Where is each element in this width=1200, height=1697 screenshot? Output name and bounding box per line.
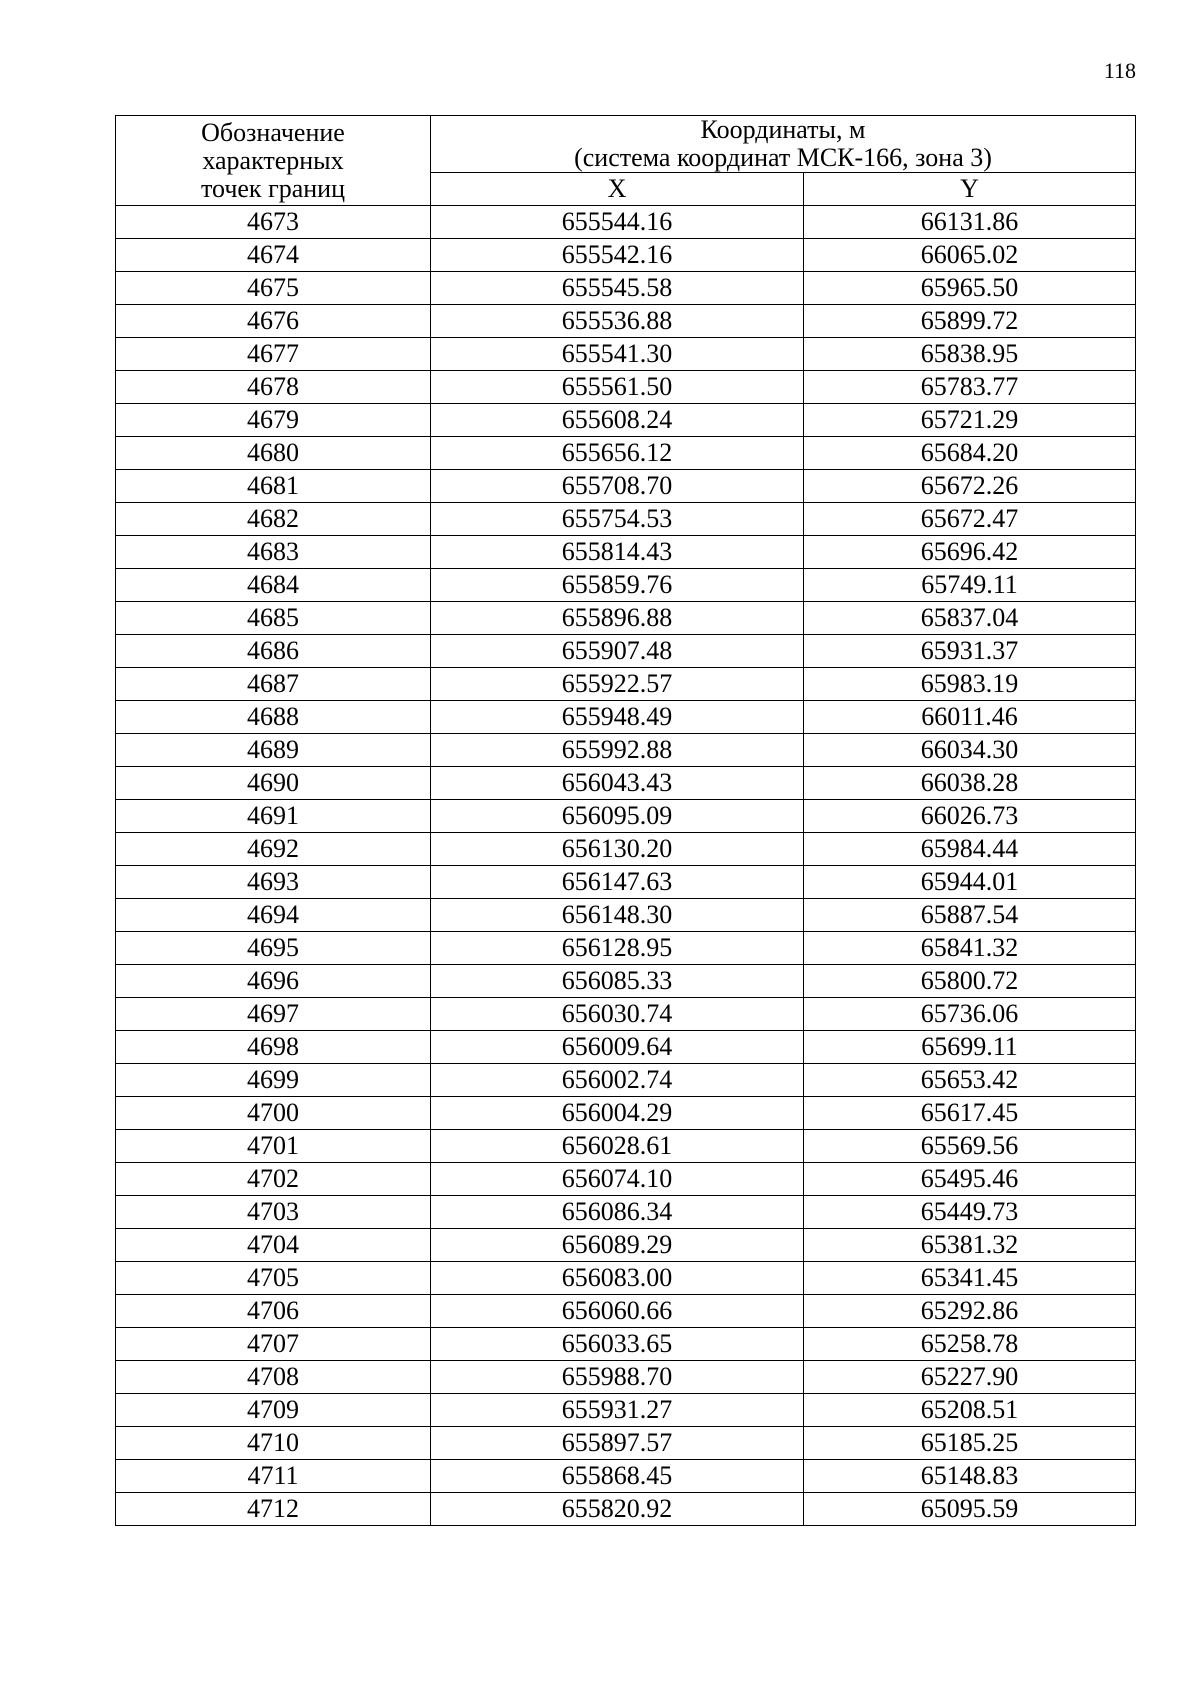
y-cell: 66038.28 [804,767,1136,800]
x-cell: 656089.29 [431,1229,804,1262]
y-cell: 65381.32 [804,1229,1136,1262]
point-cell: 4703 [116,1196,431,1229]
table-row [116,1031,1136,1064]
table-body [116,206,1136,1526]
header-y: Y [804,173,1136,206]
x-cell: 655608.24 [431,404,804,437]
point-cell: 4676 [116,305,431,338]
table-row [116,1163,1136,1196]
y-cell: 65984.44 [804,833,1136,866]
table-row [116,965,1136,998]
header-x: X [431,173,804,206]
point-cell: 4704 [116,1229,431,1262]
x-cell: 655948.49 [431,701,804,734]
point-cell: 4707 [116,1328,431,1361]
y-cell: 65837.04 [804,602,1136,635]
point-cell: 4711 [116,1460,431,1493]
table-row [116,239,1136,272]
table-row [116,1361,1136,1394]
y-cell: 65931.37 [804,635,1136,668]
y-cell: 65148.83 [804,1460,1136,1493]
table-header [116,116,1136,206]
x-cell: 655754.53 [431,503,804,536]
table-row [116,1064,1136,1097]
table-row [116,206,1136,239]
point-cell: 4689 [116,734,431,767]
table-row [116,536,1136,569]
table-row [116,569,1136,602]
table-row [116,503,1136,536]
table-row [116,371,1136,404]
table-row [116,998,1136,1031]
x-cell: 656085.33 [431,965,804,998]
x-cell: 656074.10 [431,1163,804,1196]
table-row [116,1229,1136,1262]
point-cell: 4695 [116,932,431,965]
point-cell: 4691 [116,800,431,833]
table-row [116,899,1136,932]
x-cell: 655541.30 [431,338,804,371]
table-row [116,701,1136,734]
y-cell: 65569.56 [804,1130,1136,1163]
header-coordinates [431,116,1136,173]
table-row [116,272,1136,305]
point-cell: 4694 [116,899,431,932]
table-row [116,800,1136,833]
point-cell: 4686 [116,635,431,668]
table-row [116,1493,1136,1526]
coordinates-table [115,115,1136,1526]
point-cell: 4690 [116,767,431,800]
table-row [116,1196,1136,1229]
x-cell: 655868.45 [431,1460,804,1493]
y-cell: 65721.29 [804,404,1136,437]
x-cell: 655536.88 [431,305,804,338]
point-cell: 4708 [116,1361,431,1394]
y-cell: 66034.30 [804,734,1136,767]
y-cell: 65185.25 [804,1427,1136,1460]
x-cell: 656130.20 [431,833,804,866]
x-cell: 656043.43 [431,767,804,800]
y-cell: 65617.45 [804,1097,1136,1130]
header-row-top [116,116,1136,173]
x-cell: 656083.00 [431,1262,804,1295]
y-cell: 65495.46 [804,1163,1136,1196]
point-cell: 4710 [116,1427,431,1460]
x-cell: 655859.76 [431,569,804,602]
x-cell: 655907.48 [431,635,804,668]
x-cell: 656095.09 [431,800,804,833]
point-cell: 4688 [116,701,431,734]
point-cell: 4693 [116,866,431,899]
x-cell: 656009.64 [431,1031,804,1064]
table-row [116,1394,1136,1427]
y-cell: 65699.11 [804,1031,1136,1064]
table-row [116,668,1136,701]
y-cell: 66011.46 [804,701,1136,734]
table-row [116,1262,1136,1295]
point-cell: 4696 [116,965,431,998]
table-row [116,1295,1136,1328]
x-cell: 655545.58 [431,272,804,305]
y-cell: 65684.20 [804,437,1136,470]
x-cell: 656002.74 [431,1064,804,1097]
point-cell: 4678 [116,371,431,404]
x-cell: 656004.29 [431,1097,804,1130]
x-cell: 656086.34 [431,1196,804,1229]
x-cell: 656033.65 [431,1328,804,1361]
point-cell: 4699 [116,1064,431,1097]
y-cell: 65292.86 [804,1295,1136,1328]
table-row [116,1328,1136,1361]
table-row [116,1460,1136,1493]
y-cell: 65983.19 [804,668,1136,701]
x-cell: 655992.88 [431,734,804,767]
x-cell: 655708.70 [431,470,804,503]
table-row [116,833,1136,866]
point-cell: 4677 [116,338,431,371]
y-cell: 65838.95 [804,338,1136,371]
table-row [116,1097,1136,1130]
x-cell: 656030.74 [431,998,804,1031]
point-cell: 4698 [116,1031,431,1064]
x-cell: 655561.50 [431,371,804,404]
point-cell: 4709 [116,1394,431,1427]
y-cell: 65341.45 [804,1262,1136,1295]
table-row [116,404,1136,437]
y-cell: 65095.59 [804,1493,1136,1526]
header-point-designation-line: характерных [202,145,344,175]
x-cell: 656060.66 [431,1295,804,1328]
x-cell: 655542.16 [431,239,804,272]
header-coordinates-line: Координаты, м [700,115,866,144]
point-cell: 4705 [116,1262,431,1295]
x-cell: 656147.63 [431,866,804,899]
y-cell: 66026.73 [804,800,1136,833]
point-cell: 4679 [116,404,431,437]
x-cell: 656128.95 [431,932,804,965]
table-row [116,932,1136,965]
point-cell: 4697 [116,998,431,1031]
table-row [116,338,1136,371]
y-cell: 65783.77 [804,371,1136,404]
y-cell: 65965.50 [804,272,1136,305]
y-cell: 65653.42 [804,1064,1136,1097]
y-cell: 65841.32 [804,932,1136,965]
point-cell: 4675 [116,272,431,305]
y-cell: 65672.47 [804,503,1136,536]
x-cell: 655931.27 [431,1394,804,1427]
table-row [116,767,1136,800]
header-point-designation-line: Обозначение [201,117,345,147]
y-cell: 65800.72 [804,965,1136,998]
y-cell: 65887.54 [804,899,1136,932]
point-cell: 4687 [116,668,431,701]
y-cell: 65258.78 [804,1328,1136,1361]
table-row [116,1427,1136,1460]
header-coordinates-line: (система координат МСК-166, зона 3) [574,143,992,172]
table-row [116,305,1136,338]
y-cell: 65899.72 [804,305,1136,338]
y-cell: 65944.01 [804,866,1136,899]
point-cell: 4683 [116,536,431,569]
table-row [116,734,1136,767]
y-cell: 65449.73 [804,1196,1136,1229]
y-cell: 65696.42 [804,536,1136,569]
table-row [116,866,1136,899]
point-cell: 4706 [116,1295,431,1328]
point-cell: 4681 [116,470,431,503]
x-cell: 655820.92 [431,1493,804,1526]
x-cell: 655897.57 [431,1427,804,1460]
x-cell: 655544.16 [431,206,804,239]
point-cell: 4700 [116,1097,431,1130]
y-cell: 65208.51 [804,1394,1136,1427]
x-cell: 655988.70 [431,1361,804,1394]
point-cell: 4712 [116,1493,431,1526]
page-number: 118 [1103,58,1136,83]
point-cell: 4684 [116,569,431,602]
point-cell: 4673 [116,206,431,239]
table-row [116,602,1136,635]
y-cell: 65749.11 [804,569,1136,602]
table-row [116,1130,1136,1163]
point-cell: 4702 [116,1163,431,1196]
y-cell: 65227.90 [804,1361,1136,1394]
y-cell: 65672.26 [804,470,1136,503]
x-cell: 655814.43 [431,536,804,569]
point-cell: 4701 [116,1130,431,1163]
table-row [116,470,1136,503]
header-point-designation-line: точек границ [200,173,346,203]
table-row [116,635,1136,668]
point-cell: 4674 [116,239,431,272]
point-cell: 4682 [116,503,431,536]
header-point-designation [116,116,431,206]
x-cell: 656148.30 [431,899,804,932]
x-cell: 655896.88 [431,602,804,635]
x-cell: 655922.57 [431,668,804,701]
y-cell: 66065.02 [804,239,1136,272]
y-cell: 66131.86 [804,206,1136,239]
x-cell: 655656.12 [431,437,804,470]
point-cell: 4680 [116,437,431,470]
point-cell: 4685 [116,602,431,635]
table-row [116,437,1136,470]
y-cell: 65736.06 [804,998,1136,1031]
x-cell: 656028.61 [431,1130,804,1163]
point-cell: 4692 [116,833,431,866]
